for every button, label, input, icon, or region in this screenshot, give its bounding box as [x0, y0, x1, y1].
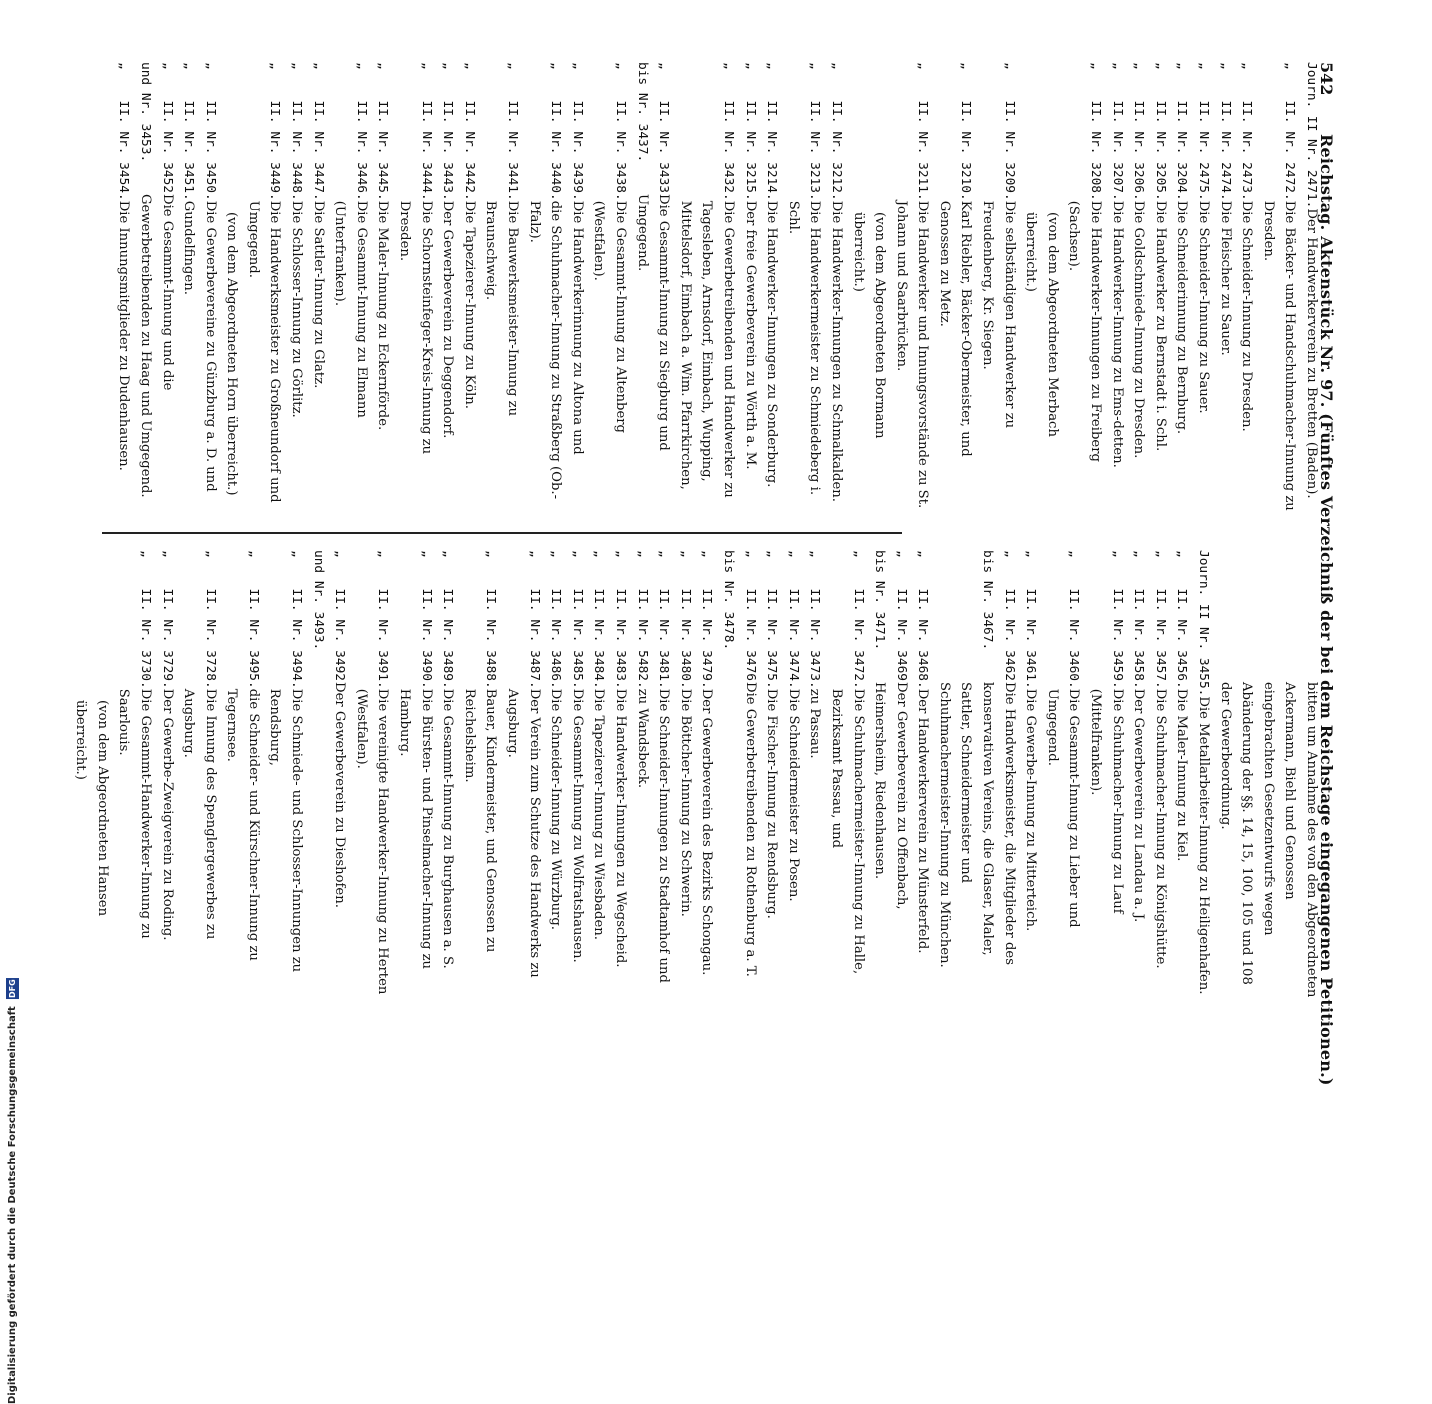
journal-number: Journ. II Nr. 3455. — [1196, 550, 1212, 697]
petition-entry — [1257, 62, 1300, 512]
petition-entry — [458, 550, 501, 1000]
petitioner-text: Die Fischer-Innung zu Rendsburg. — [764, 688, 780, 919]
presenter-note: (von dem Abgeordneten Horn überreicht.) — [224, 212, 240, 496]
petition-entry — [1214, 550, 1322, 1000]
petitioner-text: Der freie Gewerbeverein zu Wörth a. M. — [742, 200, 758, 470]
petition-entry — [782, 550, 804, 1000]
petitioner-text: Der Gewerbeverein zu Landau a. J. — [1131, 688, 1147, 923]
journal-number: „ II. Nr. 3476 bis Nr. 3478. — [720, 550, 758, 681]
petition-entry — [696, 550, 718, 1000]
journal-number: „ II. Nr. 3450. — [202, 62, 218, 201]
petition-entry — [717, 550, 760, 1000]
petitioner-text: Der Gewerbeverein zu Offenbach, Heimersheim, Riedenhausen. — [872, 682, 909, 910]
journal-number: „ II. Nr. 3459. — [1109, 550, 1125, 689]
journal-number: „ II. Nr. 3468. — [915, 550, 931, 689]
petition-entry — [1128, 550, 1150, 1000]
journal-number: „ II. Nr. 3454. — [116, 62, 132, 201]
petition-entry — [523, 62, 566, 512]
petition-entry — [804, 550, 826, 1000]
journal-number: „ II. Nr. 3462 bis Nr. 3467. — [980, 550, 1017, 681]
petitioner-text: Bauer, Kindermeister, und Genossen zu Reichelsheim. — [461, 688, 499, 953]
journal-number: „ II. Nr. 3439. — [569, 62, 585, 201]
journal-number: „ II. Nr. 3494. — [289, 550, 305, 689]
journal-number: „ II. Nr. 2475. — [1196, 62, 1212, 201]
petition-entry — [480, 62, 523, 512]
petitioner-text: Die vereinigte Handwerker-Innung zu Herten (Westfalen). — [353, 688, 391, 995]
journal-number: „ II. Nr. 3492 und Nr. 3493. — [310, 550, 348, 681]
petition-entry — [156, 550, 178, 1000]
journal-number: „ II. Nr. 3432. — [720, 62, 736, 201]
right-column — [70, 550, 1322, 1000]
journal-number: „ II. Nr. 3472. — [850, 550, 866, 689]
petition-entry — [1149, 62, 1171, 512]
petition-entry — [588, 62, 631, 512]
page-number: 542 — [1317, 62, 1336, 96]
journal-number: „ II. Nr. 3481. — [656, 550, 672, 689]
petition-entry — [588, 550, 610, 1000]
journal-number: „ II. Nr. 3211. — [915, 62, 931, 201]
petitioner-text: Der Gewerbeverein des Bezirks Schongau. — [699, 688, 715, 976]
petitioner-text: Die Tapezierer-Innung zu Köln. — [461, 200, 477, 409]
petitioner-text: Der Handwerkerverein zu Bretten (Baden). — [1304, 208, 1319, 499]
document-page — [73, 62, 1342, 1086]
journal-number: „ II. Nr. 3474. — [785, 550, 801, 689]
petition-entry — [393, 550, 436, 1000]
journal-number: „ II. Nr. 2473. — [1239, 62, 1255, 201]
petitioner-text: Die Schornsteinfeger-Kreis-Innung zu Dresden. — [397, 200, 434, 455]
petitioner-text: die Schuhmacher-Innung zu Straßberg (Ob.-Pfalz). — [526, 200, 564, 500]
journal-number: „ II. Nr. 3486. — [548, 550, 564, 689]
journal-number: „ II. Nr. 5482. — [634, 550, 650, 689]
journal-number: „ II. Nr. 3490. — [418, 550, 434, 689]
journal-number: „ II. Nr. 3451. — [181, 62, 197, 201]
petition-entry — [134, 62, 177, 512]
petitioner-text: Die Innungsmitglieder zu Dudenhausen. — [116, 200, 132, 471]
petitioner-text: Die Handwerker-Innungen zu Wegscheid. — [613, 688, 628, 968]
credit-text: Digitalisierung gefördert durch die Deutsche Forschungsgemeinschaft — [7, 1006, 18, 1404]
petitioner-text: Die Metallarbeiter-Innung zu Heiligenhafen. — [1196, 696, 1212, 995]
journal-number: „ II. Nr. 3473. — [807, 550, 823, 689]
petition-entry — [761, 62, 783, 512]
petitioner-text: Die Schlosser-Innung zu Görlitz. — [289, 200, 305, 418]
petitioner-text: Die Gewerbe-Innung zu Mitterteich. — [1023, 688, 1039, 932]
petition-entry — [372, 62, 394, 512]
petitioner-text: Die Handwerker-Innungen zu Freiberg (Sachsen). — [1066, 200, 1104, 462]
journal-number: „ II. Nr. 3487. — [526, 550, 542, 689]
journal-number: „ II. Nr. 3446. — [353, 62, 369, 201]
petitioner-text: Der Verein zum Schutze des Handwerks zu Augsburg. — [505, 688, 542, 978]
journal-number: „ II. Nr. 3213. — [807, 62, 823, 201]
petitioner-text: Die Handwerkermeister zu Schmiedeberg i. Schl. — [785, 200, 823, 496]
petition-entry — [501, 550, 544, 1000]
petition-entry — [545, 550, 567, 1000]
petition-entry — [912, 550, 934, 1000]
petitioner-text: Die Tapezierer-Innung zu Wiesbaden. — [591, 688, 607, 940]
petition-entry — [329, 62, 372, 512]
petition-entry — [761, 550, 783, 1000]
petition-entry — [178, 550, 221, 1000]
petition-entry — [977, 62, 1020, 512]
petitioner-text: Die Schuhmacher-Innung zu Lauf (Mittelfranken). — [1088, 688, 1125, 914]
petitioner-text: Die Handwerker-Innung zu Ems-detten. — [1109, 200, 1125, 468]
petitioner-text: Die Handwerker-Innungen zu Sonderburg. — [764, 200, 780, 488]
petition-entry — [1300, 62, 1322, 512]
petition-entry — [1020, 550, 1042, 1000]
petition-entry — [307, 550, 350, 1000]
journal-number: „ II. Nr. 3469 bis Nr. 3471. — [872, 550, 909, 681]
petitioner-text: Die selbständigen Handwerker zu Freudenberg, Kr. Siegen. — [980, 200, 1017, 429]
digitization-credit — [6, 978, 19, 1404]
petition-entry — [1171, 550, 1193, 1000]
petition-entry — [178, 62, 200, 512]
journal-number: „ II. Nr. 3445. — [375, 62, 391, 201]
journal-number: „ II. Nr. 3480. — [677, 550, 693, 689]
petition-entry — [1041, 550, 1084, 1000]
petition-entry — [933, 62, 976, 512]
petition-entry — [286, 62, 308, 512]
petitioner-text: Die Gesammt-Innung zu Lieber und Umgegend. — [1044, 688, 1082, 928]
journal-number: „ II. Nr. 3457. — [1152, 550, 1168, 689]
petition-entry — [890, 62, 933, 512]
journal-number: „ II. Nr. 3207. — [1109, 62, 1125, 201]
petitioner-text: Die Handwerker und Innungsvorstände zu St. Johann und Saarbrücken. — [893, 200, 931, 509]
petition-entry — [1192, 550, 1214, 1000]
petition-entry — [1063, 62, 1106, 512]
petitioner-text: Die Schneiderinnung zu Bernburg. — [1174, 200, 1190, 435]
journal-number: „ II. Nr. 3438. — [613, 62, 628, 201]
petition-entry — [199, 62, 221, 512]
petition-entry — [825, 62, 847, 512]
petition-entry — [674, 550, 696, 1000]
petition-entry — [566, 550, 588, 1000]
journal-number: „ II. Nr. 3208. — [1088, 62, 1104, 201]
petitioner-text: Die Schneider-Innung zu Würzburg. — [548, 688, 564, 930]
journal-number: „ II. Nr. 3730. — [137, 550, 153, 689]
petitioner-text: Die Gesammt-Innung zu Siegburg und Umgegend. — [634, 194, 672, 451]
journal-number: „ II. Nr. 3448. — [289, 62, 305, 201]
petitioner-text: Die Schmiede- und Schlosser-Innungen zu Rendsburg, — [267, 688, 305, 973]
presenter-note: (von dem Abgeordneten Bormann überreicht.) — [850, 212, 888, 439]
presenter-note: (von dem Abgeordneten Merbach überreicht.) — [1023, 212, 1060, 437]
petition-entry — [458, 62, 480, 512]
petition-entry — [674, 62, 739, 512]
petitioner-text: Die Gesammt-Innung zu Elmann (Unterfranken). — [332, 200, 369, 418]
journal-number: „ II. Nr. 3214. — [764, 62, 780, 201]
petition-entry — [825, 550, 868, 1000]
petitioner-text: Die Schuhmacher-Innung zu Königshütte. — [1152, 688, 1168, 969]
petition-entry — [221, 550, 264, 1000]
petition-entry — [437, 550, 459, 1000]
petitioner-text: Die Schneider-Innung zu Sauer. — [1196, 200, 1212, 414]
journal-number: „ II. Nr. 3215. — [742, 62, 758, 201]
journal-number: „ II. Nr. 3440. — [548, 62, 564, 201]
journal-number: „ II. Nr. 3495. — [245, 550, 261, 689]
petition-entry — [1171, 62, 1193, 512]
petition-entry — [1236, 62, 1258, 512]
petitioner-text: Der Gewerbe-Zweigverein zu Roding. — [159, 688, 175, 941]
petition-entry — [1106, 62, 1128, 512]
petitioner-text: Die Gesammt-Innung zu Burghausen a. S. — [440, 688, 456, 969]
petitioner-text: Karl Riebler, Bäcker-Obermeister, und Genossen zu Metz. — [936, 200, 974, 457]
journal-number: „ II. Nr. 3484. — [591, 550, 607, 689]
journal-number: „ II. Nr. 3488. — [483, 550, 499, 689]
petitioner-text: Die Maler-Innung zu Kiel. — [1174, 688, 1190, 862]
journal-number: „ II. Nr. 3206. — [1131, 62, 1147, 201]
petition-entry — [350, 550, 393, 1000]
journal-number: „ II. Nr. 3491. — [375, 550, 391, 689]
petition-entry — [113, 62, 135, 512]
petitioner-text: Die Gewerbevereine zu Günzburg a. D. und — [202, 200, 218, 492]
petitioner-text: Die Handwerksmeister, die Mitglieder des konservativen Vereins, die Glaser, Maler, Sattler, Schneidermeister und Schuhmachermeister-Innung zu München. — [936, 682, 1017, 968]
journal-number: „ II. Nr. 3485. — [569, 550, 585, 689]
petitioner-text: Die Schneider-Innungen zu Stadtamhof und — [656, 688, 672, 983]
petitioner-text: Die Fleischer zu Sauer. — [1217, 200, 1233, 356]
journal-number: „ II. Nr. 3204. — [1174, 62, 1190, 201]
petitioner-text: Die Gesammt-Handwerker-Innung zu Saarlouis. — [116, 688, 153, 939]
journal-number: „ II. Nr. 3447. — [310, 62, 326, 201]
journal-number: „ II. Nr. 3460. — [1066, 550, 1082, 689]
petitioner-text: Die Handwerker zu Bernstadt i. Schl. — [1152, 200, 1168, 452]
journal-number: „ II. Nr. 3444. — [418, 62, 434, 201]
petition-entry — [566, 62, 588, 512]
petitioner-text: Die Sattler-Innung zu Glatz. — [310, 200, 326, 389]
petitioner-text: Der Gewerbeverein zu Dieshofen. — [332, 682, 348, 908]
journal-number: „ II. Nr. 3452 und Nr. 3453. — [137, 62, 175, 193]
journal-number: „ II. Nr. 3442. — [461, 62, 477, 201]
petition-entry — [393, 62, 436, 512]
journal-number: „ II. Nr. 3461. — [1023, 550, 1039, 689]
petition-entry — [1149, 550, 1171, 1000]
petitioner-text: Die Goldschmiede-Innung zu Dresden. — [1131, 200, 1147, 459]
journal-number: „ II. Nr. 3456. — [1174, 550, 1190, 689]
journal-number: Journ. II Nr. 2471. — [1304, 62, 1319, 209]
petition-entry — [631, 550, 653, 1000]
petitioner-text: zu Wandsbeck. — [634, 688, 650, 789]
journal-number: „ II. Nr. 3449. — [267, 62, 283, 201]
petition-entry — [1128, 62, 1150, 512]
petition-entry — [113, 550, 156, 1000]
petitioner-text: Die Schuhmachermeister-Innung zu Halle, Bezirksamt Passau, und — [828, 688, 866, 975]
petition-entry — [869, 550, 912, 1000]
petitioner-text: die Schneider- und Kürschner-Innung zu Tegernsee. — [224, 688, 261, 961]
petitioner-text: Die Gewerbetreibenden zu Rothenburg a. T. — [742, 682, 758, 977]
petitioner-text: Die Handwerksmeister zu Großneundorf und Umgegend. — [245, 200, 283, 503]
petition-entry — [264, 550, 307, 1000]
left-column — [113, 62, 1322, 512]
column-divider — [102, 532, 902, 534]
petitioner-text: zu Passau. — [807, 688, 823, 759]
petitioner-text: Der Handwerkerverein zu Münsterfeld. — [915, 688, 931, 954]
journal-number: „ II. Nr. 3209. — [1001, 62, 1017, 201]
journal-number: „ II. Nr. 3728. — [202, 550, 218, 689]
presenter-note: (von dem Abgeordneten Hansen überreicht.) — [73, 700, 110, 917]
petition-entry — [739, 62, 761, 512]
petition-entry — [782, 62, 825, 512]
petition-entry — [631, 62, 674, 512]
petitioner-text: Die Schneidermeister zu Posen. — [785, 688, 801, 902]
journal-number: „ II. Nr. 3433 bis Nr. 3437. — [634, 62, 672, 193]
petitioner-text: Die Maler-Innung zu Eckernförde. — [375, 200, 391, 431]
petition-entry — [653, 550, 675, 1000]
journal-number: „ II. Nr. 3483. — [613, 550, 628, 689]
running-title: Reichstag. Aktenstück Nr. 97. (Fünftes Verzeichniß der bei dem Reichstage eingegangenen Petitionen.) — [1317, 134, 1336, 1086]
journal-number: „ II. Nr. 3205. — [1152, 62, 1168, 201]
petitioner-text: Die Gesammt-Innung zu Wolfratshausen. — [569, 688, 585, 963]
journal-number: „ II. Nr. 3489. — [440, 550, 456, 689]
petition-entry — [242, 62, 285, 512]
petitioner-text: bitten um Annahme des von den Abgeordneten Ackermann, Biehl und Genossen eingebrachten Gesetzentwurfs wegen Abänderung der §§. 14, 15, 100, 105 und 108 der Gewerbeordnung. — [1217, 682, 1319, 998]
petition-entry — [1084, 550, 1127, 1000]
journal-number: „ II. Nr. 3441. — [505, 62, 521, 201]
petitioner-text: Die Schneider-Innung zu Dresden. — [1239, 200, 1255, 432]
petitioner-text: Die Innung des Spenglergewerbes zu Augsburg. — [181, 688, 218, 940]
petitioner-text: Die Bürsten- und Pinselmacher-Innung zu Hamburg. — [397, 688, 434, 970]
journal-number: „ II. Nr. 3475. — [764, 550, 780, 689]
journal-number: „ II. Nr. 3458. — [1131, 550, 1147, 689]
petitioner-text: Die Gewerbetreibenden und Handwerker zu Tagesleben, Arnsdorf, Eimbach, Wupping, Mittelsdorf, Eimbach a. Wim. Pfarrkirchen, — [677, 200, 736, 498]
journal-number: „ II. Nr. 3212. — [828, 62, 844, 201]
petition-entry — [933, 550, 1019, 1000]
petition-entry — [609, 550, 631, 1000]
petition-entry — [1192, 62, 1214, 512]
journal-number: „ II. Nr. 2472. — [1282, 62, 1298, 201]
petitioner-text: Die Handwerker-Innungen zu Schmalkalden. — [828, 200, 844, 502]
journal-number: „ II. Nr. 3443. — [440, 62, 456, 201]
petitioner-text: Die Gesammt-Innung und die Gewerbetreibenden zu Haag und Umgegend. — [137, 194, 175, 498]
petitioner-text: Die Bäcker- und Handschuhmacher-Innung zu Dresden. — [1260, 200, 1298, 511]
journal-number: „ II. Nr. 2474. — [1217, 62, 1233, 201]
petition-entry — [437, 62, 459, 512]
petitioner-text: Die Handwerkerinnung zu Altona und — [569, 200, 585, 455]
petition-entry — [307, 62, 329, 512]
petitioner-text: Die Böttcher-Innung zu Schwerin. — [677, 688, 693, 917]
journal-number: „ II. Nr. 3210. — [958, 62, 974, 201]
petitioner-text: Der Gewerbeverein zu Deggendorf. — [440, 200, 456, 439]
petitioner-text: Die Bauwerksmeister-Innung zu Braunschweig. — [483, 200, 521, 417]
dfg-logo: DFG — [8, 979, 17, 998]
petition-entry — [1214, 62, 1236, 512]
journal-number: „ II. Nr. 3729. — [159, 550, 175, 689]
petitioner-text: Die Gesammt-Innung zu Altenberg (Westfalen). — [591, 200, 628, 433]
petitioner-text: Gundelfingen. — [181, 200, 197, 295]
journal-number: „ II. Nr. 3479. — [699, 550, 715, 689]
